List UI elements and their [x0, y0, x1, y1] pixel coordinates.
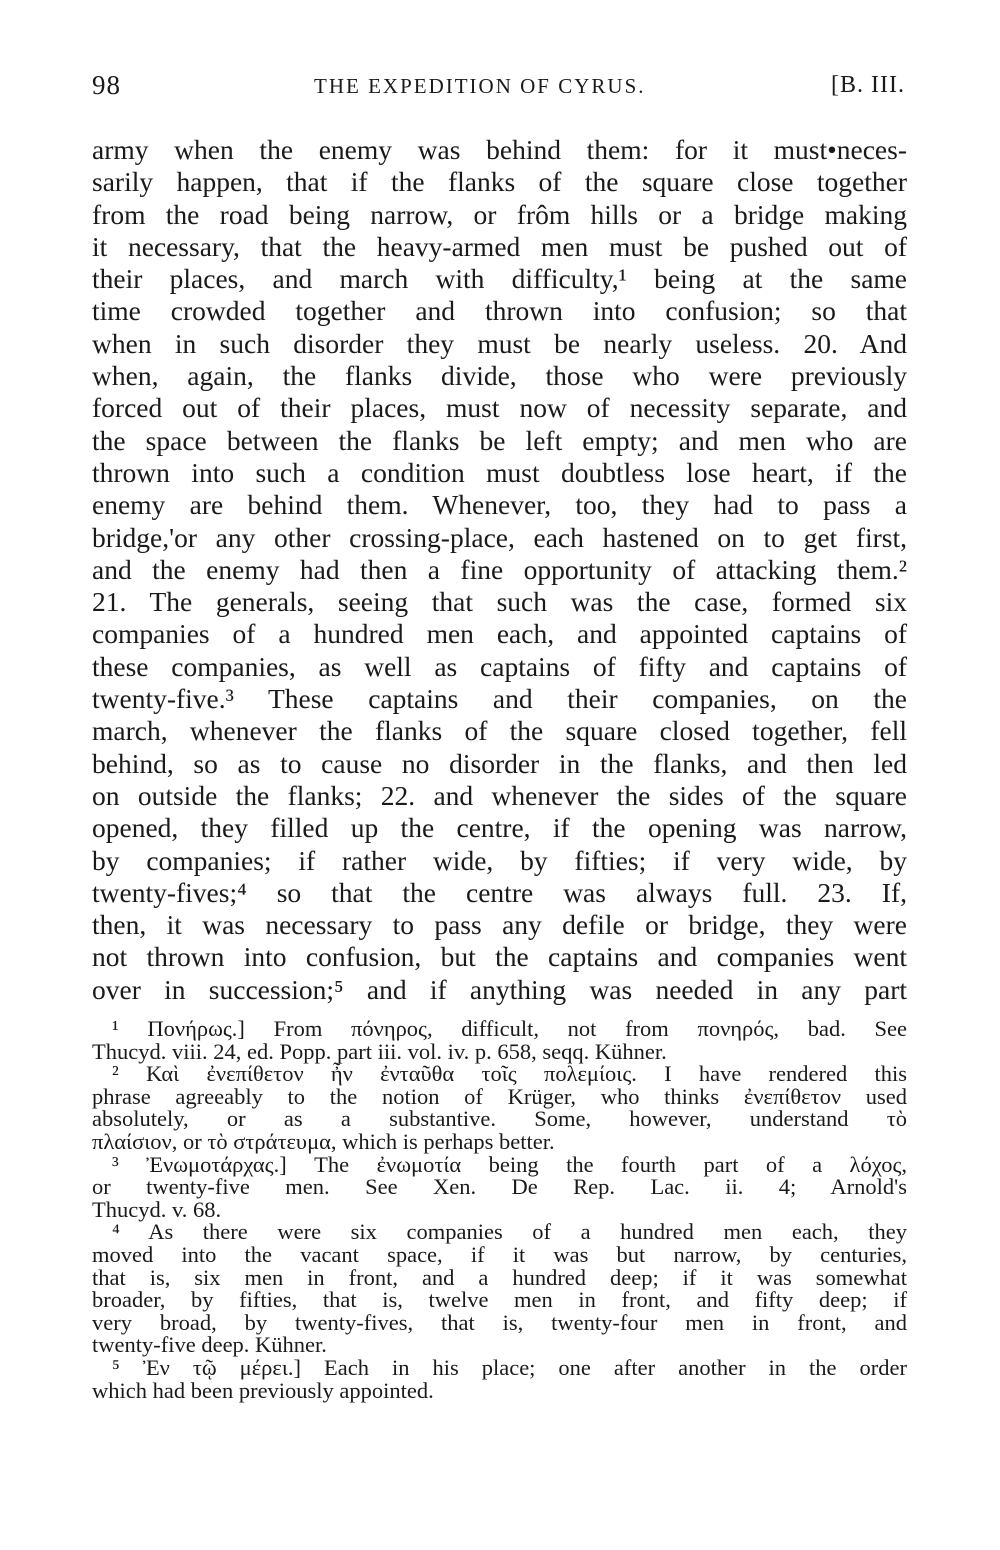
text-line: when in such disorder they must be nearly useless. 20. And — [92, 327, 907, 359]
text-line: army when the enemy was behind them: for it must•neces- — [92, 134, 907, 165]
footnote-line: twenty-five deep. Kühner. — [92, 1332, 327, 1358]
footnote-line: Thucyd. viii. 24, ed. Popp. part iii. vol. iv. p. 658, seqq. Kühner. — [92, 1038, 667, 1064]
footnote-line: very broad, by twenty-fives, that is, twenty-four men in front, and — [92, 1309, 907, 1335]
text-line: bridge,'or any other crossing-place, each hastened on to get first, — [92, 521, 907, 553]
text-line: twenty-five.³ These captains and their companies, on the — [92, 683, 907, 715]
text-line: by companies; if rather wide, by fifties; if very wide, by — [92, 844, 907, 876]
text-line: sarily happen, that if the flanks of the square close together — [92, 166, 907, 198]
footnote-line: ⁴ As there were six companies of a hundred men each, they — [112, 1219, 907, 1245]
footnote-line: Thucyd. v. 68. — [92, 1196, 222, 1222]
book-reference: [B. III. — [831, 72, 905, 98]
footnotes — [92, 1018, 907, 1402]
text-line: and the enemy had then a fine opportunity of attacking them.² — [92, 553, 907, 585]
footnote-line: moved into the vacant space, if it was but narrow, by centuries, — [92, 1241, 907, 1267]
text-line: opened, they filled up the centre, if the opening was narrow, — [92, 812, 907, 844]
book-page — [92, 70, 907, 1402]
text-line: forced out of their places, must now of necessity separate, and — [92, 392, 907, 424]
footnote-line: which had been previously appointed. — [92, 1377, 434, 1403]
footnote-line: phrase agreeably to the notion of Krüger, who thinks ἐνεπίθετον used — [92, 1083, 907, 1109]
footnote-line: ⁵ Ἐν τῷ μέρει.] Each in his place; one after another in the order — [112, 1354, 907, 1380]
text-line: when, again, the flanks divide, those who were previously — [92, 360, 907, 392]
footnote-line: πλαίσιον, or τὸ στράτευμα, which is perhaps better. — [92, 1128, 555, 1154]
text-line: thrown into such a condition must doubtless lose heart, if the — [92, 456, 907, 488]
text-line: twenty-fives;⁴ so that the centre was always full. 23. If, — [92, 876, 907, 908]
footnote-line: ¹ Πονήρως.] From πόνηρος, difficult, not from πονηρός, bad. See — [112, 1016, 907, 1042]
footnote-line: that is, six men in front, and a hundred deep; if it was somewhat — [92, 1264, 907, 1290]
text-line: time crowded together and thrown into confusion; so that — [92, 295, 907, 327]
text-line: these companies, as well as captains of fifty and captains of — [92, 650, 907, 682]
text-line: not thrown into confusion, but the captains and companies went — [92, 941, 907, 973]
page-number: 98 — [92, 70, 121, 100]
text-line: their places, and march with difficulty,¹ being at the same — [92, 263, 907, 295]
text-line: enemy are behind them. Whenever, too, they had to pass a — [92, 489, 907, 521]
text-line: then, it was necessary to pass any defile or bridge, they were — [92, 909, 907, 941]
text-line: 21. The generals, seeing that such was the case, formed six — [92, 586, 907, 618]
text-line: the space between the flanks be left empty; and men who are — [92, 424, 907, 456]
text-line: it necessary, that the heavy-armed men must be pushed out of — [92, 230, 907, 262]
text-line: over in succession;⁵ and if anything was needed in any part — [92, 973, 907, 1005]
main-text — [92, 134, 907, 1006]
footnote-line: absolutely, or as a substantive. Some, however, understand τὸ — [92, 1106, 907, 1132]
text-line: march, whenever the flanks of the square closed together, fell — [92, 715, 907, 747]
text-line: behind, so as to cause no disorder in the flanks, and then led — [92, 747, 907, 779]
text-line: on outside the flanks; 22. and whenever the sides of the square — [92, 779, 907, 811]
footnote-line: broader, by fifties, that is, twelve men in front, and fifty deep; if — [92, 1287, 907, 1313]
footnote-line: ² Καὶ ἐνεπίθετον ἦν ἐνταῦθα τοῖς πολεμίοις. I have rendered this — [112, 1061, 907, 1087]
text-line: from the road being narrow, or frôm hills or a bridge making — [92, 198, 907, 230]
footnote-line: ³ Ἐνωμοτάρχας.] The ἐνωμοτία being the fourth part of a λόχος, — [112, 1151, 907, 1177]
footnote-line: or twenty-five men. See Xen. De Rep. Lac. ii. 4; Arnold's — [92, 1174, 907, 1200]
running-title: THE EXPEDITION OF CYRUS. — [314, 74, 646, 98]
running-head — [92, 70, 907, 110]
text-line: companies of a hundred men each, and appointed captains of — [92, 618, 907, 650]
